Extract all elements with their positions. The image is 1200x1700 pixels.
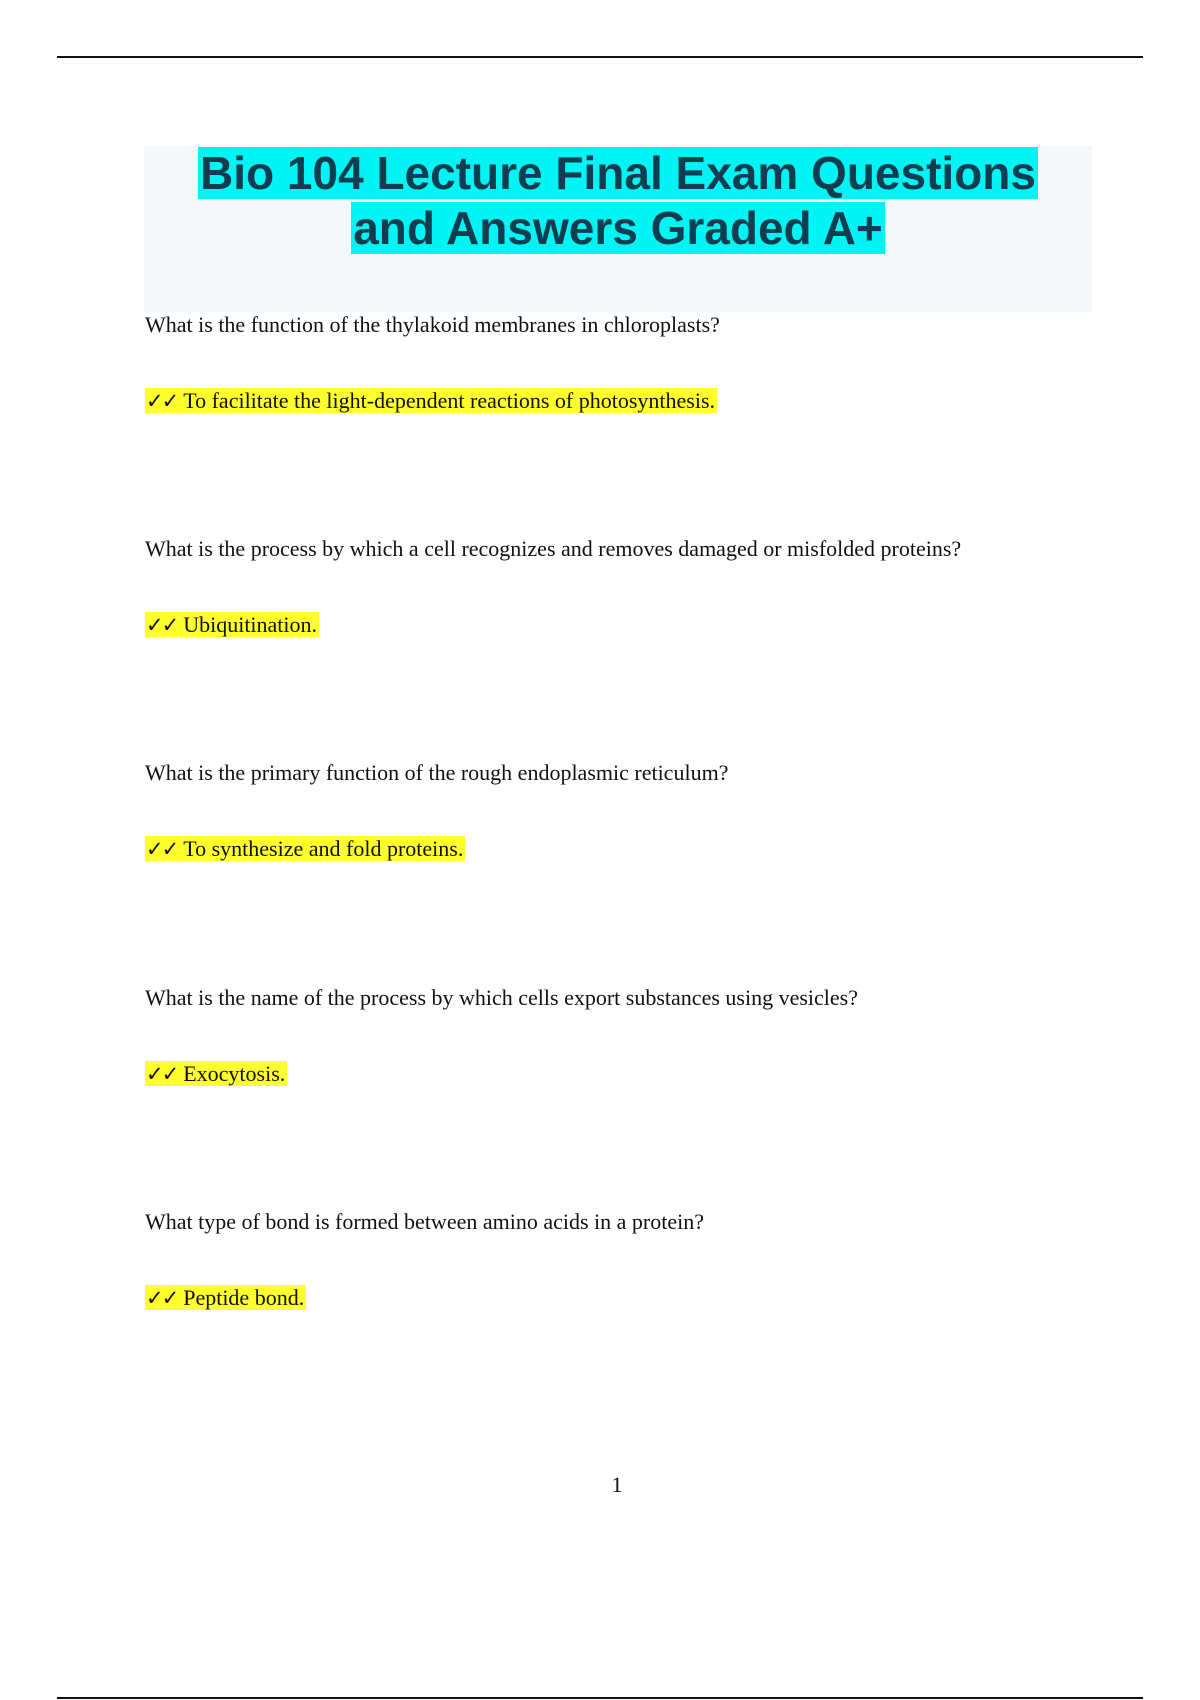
double-check-icon: ✓✓ bbox=[146, 613, 178, 637]
question-3: What is the primary function of the rough endoplasmic reticulum? bbox=[145, 760, 729, 785]
double-check-icon: ✓✓ bbox=[146, 1286, 178, 1310]
qa-item-2 bbox=[145, 535, 1085, 637]
title-line-2: and Answers Graded A+ bbox=[353, 202, 883, 254]
answer-2 bbox=[145, 611, 319, 639]
question-2: What is the process by which a cell recognizes and removes damaged or misfolded proteins? bbox=[145, 536, 962, 561]
qa-item-1 bbox=[145, 311, 1085, 413]
answer-2-text: Ubiquitination. bbox=[183, 612, 318, 637]
answer-4 bbox=[145, 1060, 287, 1088]
page-number: 1 bbox=[611, 1472, 623, 1497]
bottom-rule bbox=[57, 1697, 1143, 1699]
question-5: What type of bond is formed between amino acids in a protein? bbox=[145, 1209, 704, 1234]
answer-3-text: To synthesize and fold proteins. bbox=[183, 836, 464, 861]
answer-4-text: Exocytosis. bbox=[183, 1061, 286, 1086]
title-box bbox=[144, 146, 1092, 312]
answer-1-text: To facilitate the light-dependent reactions of photosynthesis. bbox=[183, 388, 716, 413]
double-check-icon: ✓✓ bbox=[146, 1062, 178, 1086]
answer-1 bbox=[145, 387, 717, 415]
double-check-icon: ✓✓ bbox=[146, 389, 178, 413]
qa-item-5 bbox=[145, 1208, 1085, 1310]
question-4: What is the name of the process by which cells export substances using vesicles? bbox=[145, 985, 858, 1010]
document-title bbox=[144, 146, 1092, 256]
qa-item-3 bbox=[145, 759, 1085, 861]
question-1: What is the function of the thylakoid membranes in chloroplasts? bbox=[145, 312, 720, 337]
answer-5-text: Peptide bond. bbox=[183, 1285, 305, 1310]
qa-item-4 bbox=[145, 984, 1085, 1086]
title-line-1: Bio 104 Lecture Final Exam Questions bbox=[200, 147, 1036, 199]
top-rule bbox=[57, 56, 1143, 58]
answer-3 bbox=[145, 835, 465, 863]
double-check-icon: ✓✓ bbox=[146, 837, 178, 861]
answer-5 bbox=[145, 1284, 306, 1312]
